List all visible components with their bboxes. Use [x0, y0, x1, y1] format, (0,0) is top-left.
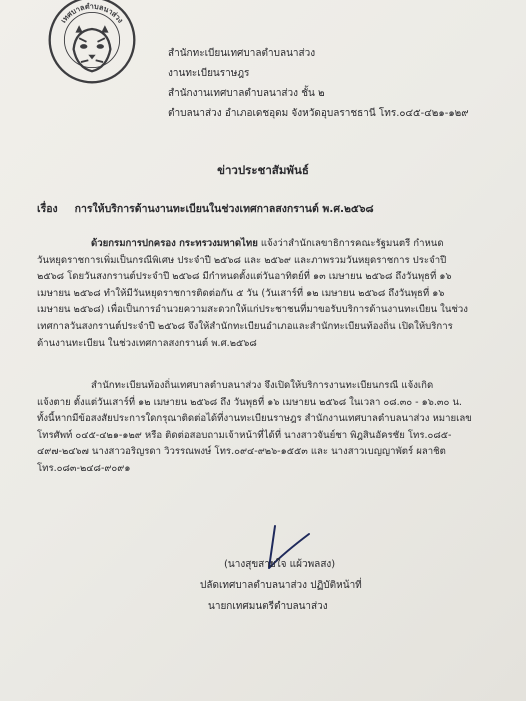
paragraph-line: เมษายน ๒๕๖๘ ทำให้มีวันหยุดราชการติดต่อกัน ๕ วัน (วันเสาร์ที่ ๑๒ เมษายน ๒๕๖๘ ถึงวันพุธที่ ๑๖	[37, 287, 445, 299]
paragraph-line: โทรศัพท์ ๐๔๕-๔๒๑-๑๒๙ หรือ ติดต่อสอบถามเจ้าหน้าที่ได้ที่ นางสาวจันย์ชา พิฎสินอัครชัย โทร.๐๘๕-	[37, 429, 452, 441]
paragraph-lead-agency: ด้วยกรมการปกครอง กระทรวงมหาดไทย	[91, 238, 258, 249]
paragraph-line: เทศกาลวันสงกรานต์ประจำปี ๒๕๖๘ จึงให้สำนักทะเบียนอำเภอและสำนักทะเบียนท้องถิ่น เปิดให้บริการ	[37, 320, 453, 332]
paragraph-announcement	[37, 236, 497, 352]
signatory-name: (นางสุขสายใจ แผ้วพลสง)	[224, 559, 336, 570]
subject-text: การให้บริการด้านงานทะเบียนในช่วงเทศกาลสงกรานต์ พ.ศ.๒๕๖๘	[74, 203, 374, 215]
paragraph-lead-text: แจ้งว่าสำนักเลขาธิการคณะรัฐมนตรี กำหนด	[257, 238, 444, 249]
paragraph-line: ทั้งนี้หากมีข้อสงสัยประการใดกรุณาติดต่อได้ที่งานทะเบียนราษฎร สำนักงานเทศบาลตำบลนาส่วง หมายเลข	[37, 413, 472, 425]
paragraph-line: เมษายน ๒๕๖๘) เพื่อเป็นการอำนวยความสะดวกให้แก่ประชาชนที่มาขอรับบริการด้านงานทะเบียน ในช่วง	[37, 304, 468, 316]
paragraph-line: แจ้งตาย ตั้งแต่วันเสาร์ที่ ๑๒ เมษายน ๒๕๖๘ ถึง วันพุธที่ ๑๖ เมษายน ๒๕๖๘ ในเวลา ๐๘.๓๐ - ๑๖.๓๐ น.	[37, 396, 462, 408]
subject-label: เรื่อง	[37, 203, 58, 215]
office-address-block	[168, 44, 469, 124]
paragraph-line: วันหยุดราชการเพิ่มเป็นกรณีพิเศษ ประจำปี ๒๕๖๘ และ ๒๕๖๙ และภาพรวมวันหยุดราชการ ประจำปี	[37, 254, 447, 266]
office-department: งานทะเบียนราษฎร	[168, 68, 250, 79]
logo-text: เทศบาลตำบลนาส่วง	[58, 1, 126, 25]
paragraph-line: ๔๙๗-๒๔๖๗ นางสาวอริญรดา วิวรรณพงษ์ โทร.๐๙๔-๙๒๖-๑๕๕๓ และ นางสาวเบญญาพัตร์ ผลาชิต	[37, 446, 446, 458]
signatory-position: ปลัดเทศบาลตำบลนาส่วง ปฏิบัติหน้าที่	[200, 580, 362, 591]
subject-line	[37, 200, 374, 217]
document-title: ข่าวประชาสัมพันธ์	[217, 163, 309, 177]
paragraph-line: ด้านงานทะเบียน ในช่วงเทศกาลสงกรานต์ พ.ศ.๒๕๖๘	[37, 337, 257, 349]
office-name: สำนักทะเบียนเทศบาลตำบลนาส่วง	[168, 48, 316, 59]
office-building: สำนักงานเทศบาลตำบลนาส่วง ชั้น ๒	[168, 88, 325, 99]
office-address: ตำบลนาส่วง อำเภอเดชอุดม จังหวัดอุบลราชธานี โทร.๐๔๕-๔๒๑-๑๒๙	[168, 108, 469, 119]
signatory-title: นายกเทศมนตรีตำบลนาส่วง	[208, 601, 328, 612]
paragraph-line: ๒๕๖๘ โดยวันสงกรานต์ประจำปี ๒๕๖๘ มีกำหนดตั้งแต่วันอาทิตย์ที่ ๑๓ เมษายน ๒๕๖๘ ถึงวันพุธที่ ๑๖	[37, 271, 452, 283]
tiger-seal-logo-icon	[46, 0, 138, 86]
signature-block	[200, 554, 362, 617]
paragraph-service-details	[37, 378, 497, 478]
paragraph-line: สำนักทะเบียนท้องถิ่นเทศบาลตำบลนาส่วง จึงเปิดให้บริการงานทะเบียนกรณี แจ้งเกิด	[91, 380, 434, 391]
paragraph-line: โทร.๐๘๓-๒๔๘-๙๐๙๑	[37, 462, 131, 474]
